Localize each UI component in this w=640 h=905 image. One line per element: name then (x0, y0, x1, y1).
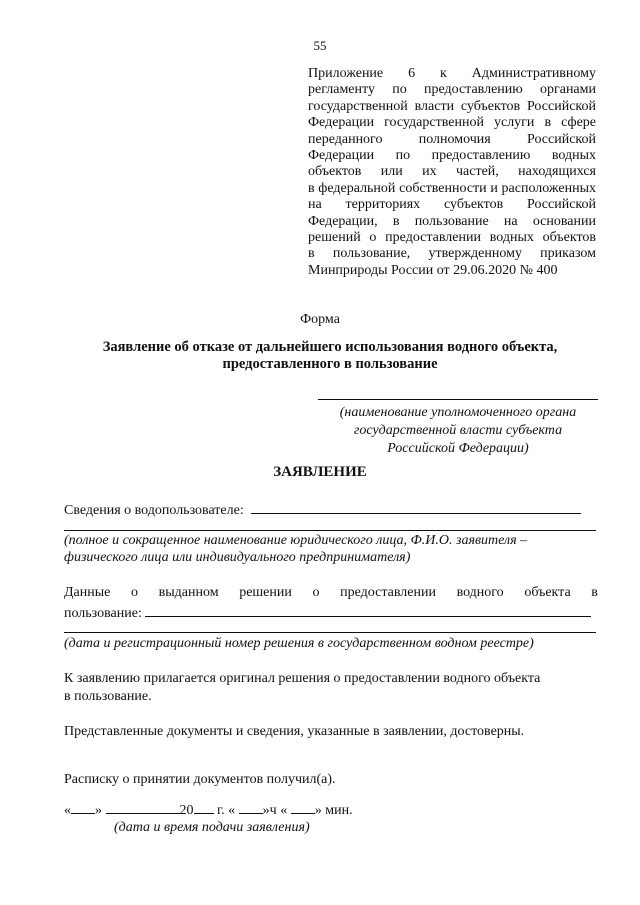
page-number: 55 (313, 38, 327, 53)
year-suffix: г. (217, 803, 225, 818)
addressee-hint (318, 404, 598, 458)
month-field[interactable] (106, 800, 180, 814)
form-label: Форма (300, 312, 340, 327)
user-info-hint-line-2: физического лица или индивидуального предпринимателя) (64, 550, 411, 565)
application-heading: ЗАЯВЛЕНИЕ (273, 464, 367, 480)
decision-info-row-2 (64, 603, 598, 622)
addressee-hint-line-3: Российской Федерации) (387, 441, 529, 456)
addressee-hint-line-2: государственной власти субъекта (353, 423, 563, 438)
document-title (70, 339, 590, 373)
title-line-1: Заявление об отказе от дальнейшего использования водного объекта, (102, 339, 558, 355)
user-info-hint-line-1: (полное и сокращенное наименование юридического лица, Ф.И.О. заявителя – (64, 533, 528, 548)
appendix-line: в федеральной собственности и расположенных (308, 180, 596, 196)
appendix-line: на территориях субъектов Российской (308, 197, 596, 213)
decision-info-word: выданном (158, 585, 219, 600)
attachment-paragraph (64, 670, 598, 706)
addressee-field-line[interactable] (318, 399, 598, 400)
user-info-hint (64, 532, 596, 566)
decision-info-word: водного (456, 585, 504, 600)
appendix-line: объектов или их частей, находящихся (308, 164, 596, 180)
decision-info-word: объекта (524, 585, 571, 600)
decision-info-label: пользование: (64, 606, 142, 621)
title-line-2: предоставленного в пользование (222, 356, 438, 372)
attachment-line-1: К заявлению прилагается оригинал решения о предоставлении водного объекта (64, 671, 541, 686)
appendix-line: Приложение 6 к Административному (308, 66, 596, 81)
year-field[interactable] (194, 800, 214, 814)
decision-info-field-line-2[interactable] (64, 632, 596, 633)
hour-field[interactable] (239, 800, 263, 814)
submission-date-hint: (дата и время подачи заявления) (114, 820, 310, 835)
appendix-line: Федерации, в пользование на основании (308, 213, 596, 229)
attachment-line-2: в пользование. (64, 689, 152, 704)
user-info-field[interactable] (251, 500, 581, 514)
addressee-hint-line-1: (наименование уполномоченного органа (339, 405, 577, 420)
user-info-field-line-2[interactable] (64, 530, 596, 531)
appendix-line: переданного полномочия Российской (308, 131, 596, 147)
decision-info-word: о (312, 585, 320, 600)
user-info-row (64, 500, 598, 519)
appendix-line: государственной власти субъектов Российской (308, 98, 596, 114)
appendix-line: Федерации государственной услуги в сфере (308, 115, 596, 131)
appendix-line: Федерации по предоставлению водных (308, 148, 596, 164)
appendix-line: регламенту по предоставлению органами (308, 82, 596, 98)
appendix-line: в пользование, утвержденному приказом (308, 246, 596, 262)
decision-info-word: Данные (64, 585, 111, 600)
decision-info-row (64, 585, 598, 601)
appendix-line: Минприроды России от 29.06.2020 № 400 (308, 262, 558, 278)
day-field[interactable] (71, 800, 95, 814)
minute-close-label: » мин. (314, 803, 353, 818)
decision-info-word: решении (239, 585, 292, 600)
minute-field[interactable] (291, 800, 315, 814)
submission-date-row (64, 800, 464, 819)
hour-close-label: »ч (262, 803, 277, 818)
decision-info-field[interactable] (145, 603, 591, 617)
decision-info-word: о (131, 585, 138, 600)
minute-open-quote: « (280, 803, 288, 818)
accuracy-statement: Представленные документы и сведения, указанные в заявлении, достоверны. (64, 724, 525, 739)
appendix-block (308, 66, 596, 279)
decision-info-word: в (591, 585, 598, 600)
day-close-quote: » (95, 803, 102, 818)
appendix-line: решений о предоставлении водных объектов (308, 230, 596, 246)
decision-info-word: предоставлении (340, 585, 436, 600)
decision-info-hint: (дата и регистрационный номер решения в государственном водном реестре) (64, 636, 534, 651)
day-open-quote: « (64, 803, 71, 818)
hour-open-quote: « (228, 803, 236, 818)
user-info-label: Сведения о водопользователе: (64, 503, 244, 518)
year-prefix: 20 (179, 803, 194, 818)
receipt-statement: Расписку о принятии документов получил(а). (64, 772, 336, 787)
